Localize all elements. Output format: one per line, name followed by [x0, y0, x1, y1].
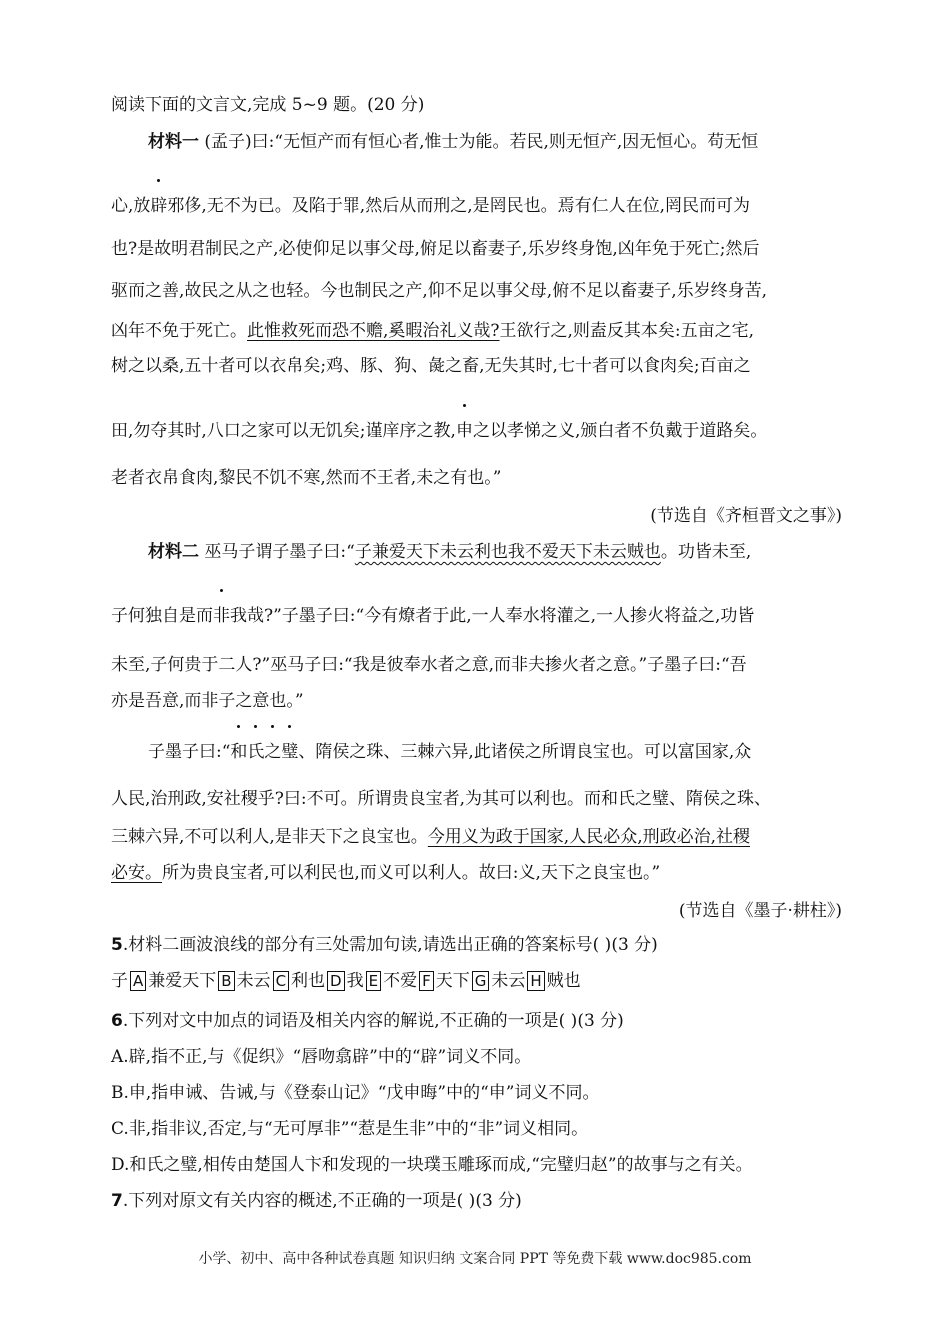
material1-line-7: 田,勿夺其时,八口之家可以无饥矣;谨庠序之教,申之以孝悌之义,颁白者不负戴于道路矣。	[111, 421, 768, 441]
material2-line-2: 子何独自是而非我哉?”子墨子曰:“今有燎者于此,一人奉水将灌之,一人掺火将益之,功皆	[111, 606, 755, 626]
question-6-option-b: B.申,指申诫、告诫,与《登泰山记》“戊申晦”中的“申”词义不同。	[111, 1083, 600, 1103]
dotted-char: 之	[264, 742, 282, 762]
material2-line-4: 亦是吾意,而非子之意也。”	[111, 691, 304, 711]
dotted-char: 璧	[281, 742, 299, 762]
underlined-sentence: 必安。	[111, 863, 162, 883]
option-box-d[interactable]: D	[327, 971, 345, 991]
material2-source: (节选自《墨子·耕柱》)	[678, 901, 842, 921]
option-box-g[interactable]: G	[472, 971, 490, 991]
dotted-char: 辟	[150, 196, 168, 216]
dotted-char: 氏	[247, 742, 265, 762]
dotted-char: 和	[230, 742, 248, 762]
material1-label: 材料一	[148, 132, 199, 152]
option-box-c[interactable]: C	[273, 971, 289, 991]
underlined-sentence: 今用义为政于国家,人民必众,刑政必治,社稷	[427, 827, 751, 847]
question-5-sequence: 子 A 兼爱天下 B 未云 C 利也 D 我 E 不爱 F 天下 G 未云 H 贼也	[111, 971, 581, 991]
material1-line-3: 也?是故明君制民之产,必使仰足以事父母,俯足以畜妻子,乐岁终身饱,凶年免于死亡;然后	[111, 239, 760, 259]
material2-para2-line-1: 子墨子曰:“和氏之璧、隋侯之珠、三棘六异,此诸侯之所谓良宝也。可以富国家,众	[148, 742, 752, 762]
question-6-option-d: D.和氏之璧,相传由楚国人卞和发现的一块璞玉雕琢而成,“完璧归赵”的故事与之有关。	[111, 1155, 753, 1175]
question-5: 5.材料二画波浪线的部分有三处需加句读,请选出正确的答案标号( )(3 分)	[111, 935, 658, 955]
question-6-option-a: A.辟,指不正,与《促织》“唇吻翕辟”中的“辟”词义不同。	[111, 1047, 532, 1067]
question-6-option-c: C.非,指非议,否定,与“无可厚非”“惹是生非”中的“非”词义相同。	[111, 1119, 589, 1139]
underlined-sentence: 此惟救死而恐不赡,奚暇治礼义哉?	[247, 321, 500, 341]
option-box-b[interactable]: B	[218, 971, 234, 991]
question-7: 7.下列对原文有关内容的概述,不正确的一项是( )(3 分)	[111, 1191, 522, 1211]
instruction: 阅读下面的文言文,完成 5~9 题。(20 分)	[111, 95, 425, 115]
page-footer: 小学、初中、高中各种试卷真题 知识归纳 文案合同 PPT 等免费下载 www.doc985.com	[198, 1251, 752, 1267]
material2-line-3: 未至,子何贵于二人?”巫马子曰:“我是彼奉水者之意,而非夫掺火者之意。”子墨子曰:“吾	[111, 655, 747, 675]
option-box-h[interactable]: H	[527, 971, 544, 991]
material1-line-6: 树之以桑,五十者可以衣帛矣;鸡、豚、狗、彘之畜,无失其时,七十者可以食肉矣;百亩之	[111, 356, 751, 376]
material1-source: (节选自《齐桓晋文之事》)	[650, 506, 842, 526]
material1-line-5: 凶年不免于死亡。此惟救死而恐不赡,奚暇治礼义哉?王欲行之,则盍反其本矣:五亩之宅,	[111, 321, 755, 341]
question-6: 6.下列对文中加点的词语及相关内容的解说,不正确的一项是( )(3 分)	[111, 1011, 624, 1031]
material2-line-1: 材料二 巫马子谓子墨子曰:“子兼爱天下未云利也我不爱天下未云贼也。功皆未至,	[148, 542, 752, 562]
wavy-underlined-text: 子兼爱天下未云利也我不爱天下未云贼也	[354, 542, 661, 562]
material2-para2-line-4: 必安。所为贵良宝者,可以利民也,而义可以利人。故曰:义,天下之良宝也。”	[111, 863, 661, 883]
dotted-char: 申	[455, 421, 473, 441]
material1-line-4: 驱而之善,故民之从之也轻。今也制民之产,仰不足以事父母,俯不足以畜妻子,乐岁终身苦,	[111, 281, 768, 301]
material2-label: 材料二	[148, 542, 199, 562]
dotted-char: 非	[213, 606, 230, 626]
material2-para2-line-2: 人民,治刑政,安社稷乎?曰:不可。所谓贵良宝者,为其可以利也。而和氏之璧、隋侯之珠、	[111, 789, 772, 809]
material1-line-2: 心,放辟邪侈,无不为已。及陷于罪,然后从而刑之,是罔民也。焉有仁人在位,罔民而可为	[111, 196, 751, 216]
option-box-e[interactable]: E	[366, 971, 381, 991]
material2-para2-line-3: 三棘六异,不可以利人,是非天下之良宝也。今用义为政于国家,人民必众,刑政必治,社稷	[111, 827, 751, 847]
material1-line-8: 老者衣帛食肉,黎民不饥不寒,然而不王者,未之有也。”	[111, 468, 502, 488]
option-box-f[interactable]: F	[419, 971, 434, 991]
option-box-a[interactable]: A	[130, 971, 146, 991]
material1-line-1: 材料一 (孟子)曰:“无恒产而有恒心者,惟士为能。若民,则无恒产,因无恒心。苟无恒	[148, 132, 759, 152]
